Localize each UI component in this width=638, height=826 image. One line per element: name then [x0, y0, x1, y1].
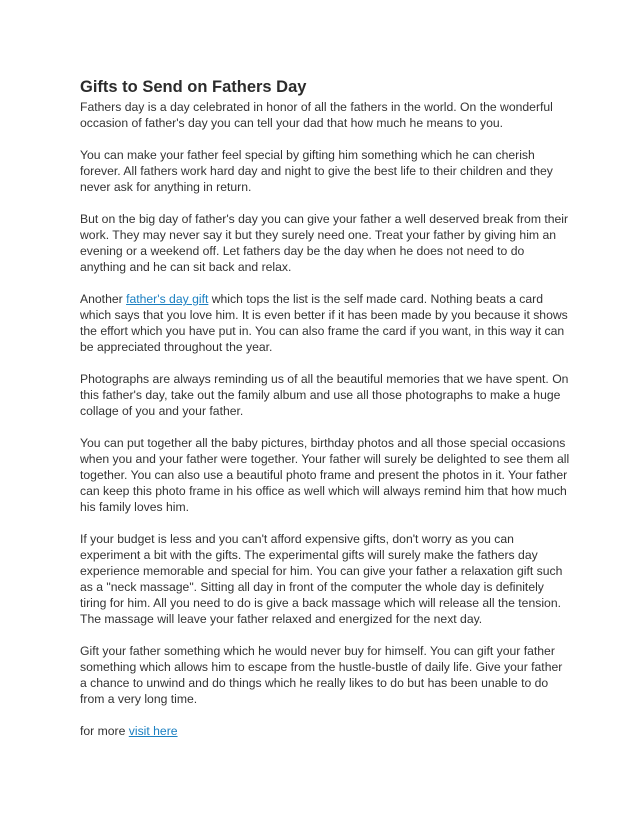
document-page: [80, 77, 570, 755]
fathers-day-gift-link[interactable]: father's day gift: [126, 292, 209, 306]
paragraph-more: [80, 723, 570, 739]
visit-here-link[interactable]: visit here: [128, 724, 178, 738]
paragraph-collage: You can put together all the baby pictures, birthday photos and all those special occasions when you and your father were together. Your father will surely be delighted to see them all together. You can also use a beautiful photo frame and present the photos in it. Your father can keep this photo frame in his office as well which will always remind him that how much his family loves him.: [80, 436, 570, 514]
paragraph-special: You can make your father feel special by gifting him something which he can cherish forever. All fathers work hard day and night to give the best life to their children and they never ask for anything in return.: [80, 148, 553, 194]
paragraph-card-body: which tops the list is the self made card. Nothing beats a card which says that you love him. It is even better if it has been made by you because it shows the effort which you have put in. You can also frame the card if you want, in this way it can be appreciated throughout the year.: [80, 292, 568, 354]
paragraph-budget: If your budget is less and you can't afford expensive gifts, don't worry as you can experiment a bit with the gifts. The experimental gifts will surely make the fathers day experience memorable and special for him. You can give your father a relaxation gift such as a "neck massage". Sitting all day in front of the computer the whole day is definitely tiring for him. All you need to do is give a back massage which will release all the tension. The massage will leave your father relaxed and energized for the next day.: [80, 532, 563, 626]
paragraph-card-lead: Another: [80, 292, 127, 306]
document-title: Gifts to Send on Fathers Day: [80, 78, 307, 96]
paragraph-more-lead: for more: [80, 724, 129, 738]
paragraph-intro: Fathers day is a day celebrated in honor of all the fathers in the world. On the wonderful occasion of father's day you can tell your dad that how much he means to you.: [80, 100, 553, 130]
paragraph-gift-himself: Gift your father something which he would never buy for himself. You can gift your father something which allows him to escape from the hustle-bustle of daily life. Give your father a chance to unwind and do things which he really likes to do but has been unable to do from a very long time.: [80, 644, 563, 706]
paragraph-photographs: Photographs are always reminding us of all the beautiful memories that we have spent. On this father's day, take out the family album and use all those photographs to make a huge collage of you and your father.: [80, 372, 569, 418]
paragraph-break: But on the big day of father's day you can give your father a well deserved break from their work. They may never say it but they surely need one. Treat your father by giving him an evening or a weekend off. Let fathers day be the day when he does not need to do anything and he can sit back and relax.: [80, 212, 569, 274]
paragraph-card: [80, 291, 570, 355]
